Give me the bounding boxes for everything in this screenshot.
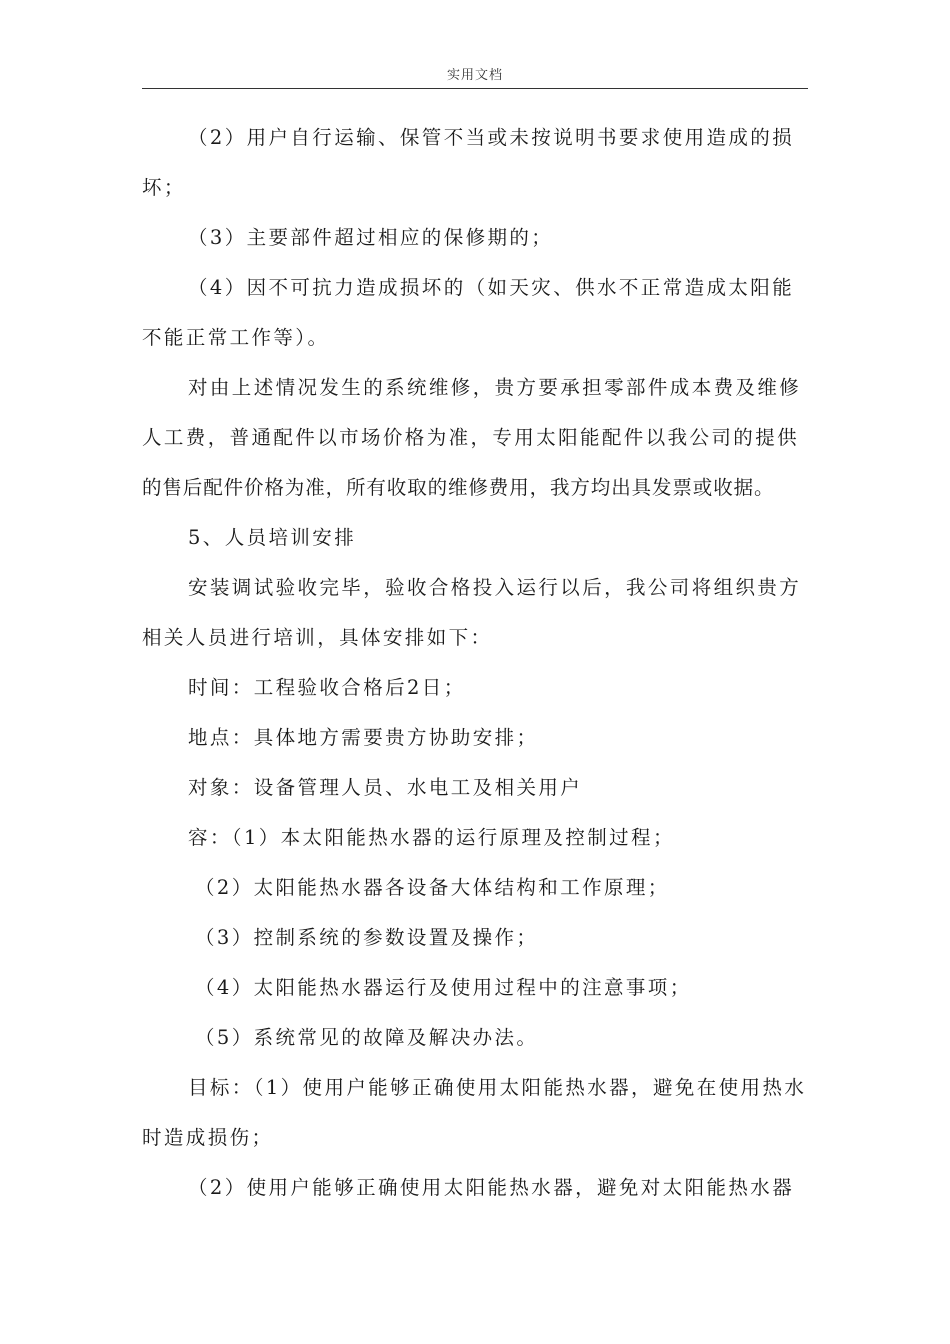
paragraph-line: 时造成损伤； — [142, 1126, 274, 1149]
paragraph-line: 对由上述情况发生的系统维修，贵方要承担零部件成本费及维修 — [188, 376, 802, 399]
paragraph-line: （3）控制系统的参数设置及操作； — [195, 926, 539, 949]
paragraph-line: （2）使用户能够正确使用太阳能热水器，避免对太阳能热水器 — [188, 1176, 795, 1199]
section-heading: 5、人员培训安排 — [188, 526, 357, 549]
paragraph-line: （3）主要部件超过相应的保修期的； — [188, 226, 554, 249]
paragraph-line: （2）太阳能热水器各设备大体结构和工作原理； — [195, 876, 670, 899]
paragraph-line: 人工费，普通配件以市场价格为准，专用太阳能配件以我公司的提供 — [142, 426, 800, 449]
paragraph-line: 时间：工程验收合格后2日； — [188, 676, 466, 699]
paragraph-line: （2）用户自行运输、保管不当或未按说明书要求使用造成的损 — [188, 126, 795, 149]
header-title: 实用文档 — [446, 68, 503, 83]
paragraph-line: （4）因不可抗力造成损坏的（如天灾、供水不正常造成太阳能 — [188, 276, 795, 299]
paragraph-line: 对象：设备管理人员、水电工及相关用户 — [188, 776, 583, 799]
paragraph-line: 地点：具体地方需要贵方协助安排； — [188, 726, 539, 749]
paragraph-line: 相关人员进行培训，具体安排如下： — [142, 626, 493, 649]
paragraph-line: （4）太阳能热水器运行及使用过程中的注意事项； — [195, 976, 692, 999]
paragraph-line: 不能正常工作等）。 — [142, 326, 330, 349]
page-header — [142, 64, 808, 89]
paragraph-line: 坏； — [142, 176, 186, 199]
paragraph-line: 安装调试验收完毕，验收合格投入运行以后，我公司将组织贵方 — [188, 576, 802, 599]
paragraph-line: 的售后配件价格为准，所有收取的维修费用，我方均出具发票或收据。 — [142, 476, 775, 499]
paragraph-line: 目标：（1）使用户能够正确使用太阳能热水器，避免在使用热水 — [188, 1076, 807, 1099]
document-body — [142, 113, 808, 1213]
paragraph-line: （5）系统常见的故障及解决办法。 — [195, 1026, 539, 1049]
paragraph-line: 容：（1）本太阳能热水器的运行原理及控制过程； — [188, 826, 675, 849]
